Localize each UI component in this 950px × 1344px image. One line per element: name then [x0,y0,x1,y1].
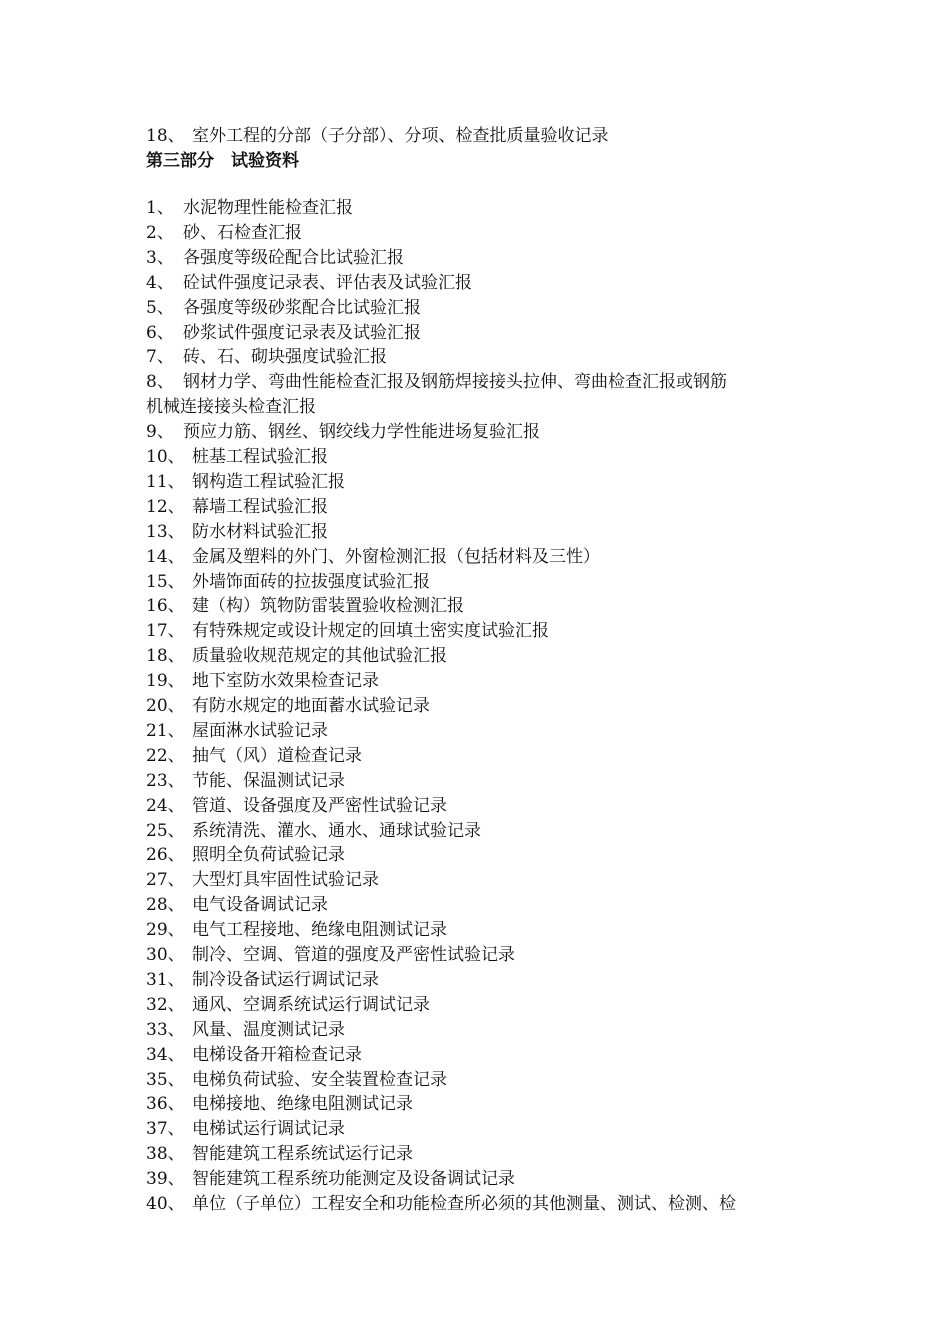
list-item-number: 6、 [146,322,174,343]
list-item-text: 大型灯具牢固性试验记录 [192,870,379,891]
list-item-number: 29、 [146,920,185,941]
list-item-number: 19、 [146,671,185,692]
list-item-text: 钢材力学、弯曲性能检查汇报及钢筋焊接接头拉伸、弯曲检查汇报或钢筋 [183,372,727,393]
list-item-number: 20、 [146,696,185,716]
list-item-number: 18、 [146,646,185,667]
list-item-number: 24、 [146,795,185,816]
list-item-text: 建（构）筑物防雷装置验收检测汇报 [192,596,464,617]
list-item-text: 砂、石检查汇报 [183,222,302,243]
list-item-number: 17、 [146,621,185,642]
list-item [146,321,826,346]
list-item [146,1043,826,1068]
list-item [146,1018,826,1043]
list-item [146,744,826,769]
list-item-number: 1、 [146,198,174,218]
list-item [146,445,826,470]
list-item-text: 砖、石、砌块强度试验汇报 [183,347,387,368]
list-item-number: 26、 [146,845,185,866]
list-item [146,221,826,246]
intro-line [146,124,826,149]
list-item-number: 36、 [146,1094,185,1115]
list-item-text: 防水材料试验汇报 [192,521,328,542]
list-item-text: 钢构造工程试验汇报 [192,471,345,492]
list-item-text: 外墙饰面砖的拉拔强度试验汇报 [192,571,430,592]
list-item [146,843,826,868]
list-item-number: 22、 [146,745,185,766]
list-item-number: 28、 [146,895,185,916]
list-item-number: 33、 [146,1019,185,1040]
list-item-number: 5、 [146,297,174,318]
list-item-text: 水泥物理性能检查汇报 [183,198,353,218]
list-item-text: 抽气（风）道检查记录 [192,745,362,766]
list-item-text: 屋面淋水试验记录 [192,720,328,741]
list-item-text: 照明全负荷试验记录 [192,845,345,866]
list-item-number: 35、 [146,1069,185,1090]
list-item [146,296,826,321]
list-item-number: 14、 [146,546,185,567]
list-item-text: 地下室防水效果检查记录 [192,671,379,692]
list-item-text: 电梯设备开箱检查记录 [192,1044,362,1065]
list-item [146,893,826,918]
list-item-number: 13、 [146,521,185,542]
list-item-number: 38、 [146,1144,185,1165]
list-item [146,495,826,520]
list-item [146,644,826,669]
list-item-number: 4、 [146,272,174,293]
list-item [146,271,826,296]
list-item-text: 制冷设备试运行调试记录 [192,969,379,990]
list-item [146,794,826,819]
list-item-text: 砼试件强度记录表、评估表及试验汇报 [183,272,472,293]
list-item-continuation: 机械连接接头检查汇报 [146,397,316,418]
list-item [146,719,826,744]
list-item-text: 预应力筋、钢丝、钢绞线力学性能进场复验汇报 [183,422,540,443]
list-item [146,1167,826,1192]
list-item [146,470,826,495]
list-item [146,1192,826,1217]
list-item-text: 智能建筑工程系统试运行记录 [192,1144,413,1165]
list-item-number: 25、 [146,820,185,841]
list-item-number: 11、 [146,471,185,492]
list-item-text: 有特殊规定或设计规定的回填土密实度试验汇报 [192,621,549,642]
list-item [146,868,826,893]
list-item-number: 16、 [146,596,185,617]
list-item-number: 10、 [146,447,185,467]
list-item-text: 有防水规定的地面蓄水试验记录 [192,696,430,716]
list-item-number: 40、 [146,1194,185,1214]
list-item-text: 电梯负荷试验、安全装置检查记录 [192,1069,447,1090]
list-item-text: 桩基工程试验汇报 [192,447,328,467]
list-item-text: 金属及塑料的外门、外窗检测汇报（包括材料及三性） [192,546,600,567]
list-item-number: 39、 [146,1169,185,1190]
list-item-text: 系统清洗、灌水、通水、通球试验记录 [192,820,481,841]
list-item-number: 27、 [146,870,185,891]
list-item-number: 37、 [146,1119,185,1140]
list-item [146,1117,826,1142]
list-item [146,1068,826,1093]
list-item [146,594,826,619]
list-item-text: 管道、设备强度及严密性试验记录 [192,795,447,816]
list-item-text: 幕墙工程试验汇报 [192,496,328,517]
list-item [146,769,826,794]
list-item-text: 制冷、空调、管道的强度及严密性试验记录 [192,945,515,965]
list-item [146,1142,826,1167]
list-item-text: 电气设备调试记录 [192,895,328,916]
list-item-number: 9、 [146,422,174,443]
list-item-text: 通风、空调系统试运行调试记录 [192,994,430,1015]
list-item-number: 7、 [146,347,174,368]
list-item-text: 智能建筑工程系统功能测定及设备调试记录 [192,1169,515,1190]
intro-line-number: 18、 [146,126,185,146]
list-item-text: 电梯试运行调试记录 [192,1119,345,1140]
list-item-number: 21、 [146,720,185,741]
list-item [146,520,826,545]
list-item-number: 15、 [146,571,185,592]
list-item [146,196,826,221]
list-item [146,420,826,445]
list-item-text: 电气工程接地、绝缘电阻测试记录 [192,920,447,941]
intro-line-text: 室外工程的分部（子分部）、分项、检查批质量验收记录 [192,126,609,146]
list-item-number: 32、 [146,994,185,1015]
section-title: 第三部分 试验资料 [146,151,299,171]
list-item-text: 各强度等级砼配合比试验汇报 [183,247,404,268]
list-item [146,993,826,1018]
list-item-number: 34、 [146,1044,185,1065]
list-item-number: 2、 [146,222,174,243]
list-item [146,694,826,719]
list-item-text: 电梯接地、绝缘电阻测试记录 [192,1094,413,1115]
list-item-text: 单位（子单位）工程安全和功能检查所必须的其他测量、测试、检测、检 [192,1194,736,1214]
list-item-text: 各强度等级砂浆配合比试验汇报 [183,297,421,318]
list-item [146,345,826,370]
list-item-number: 23、 [146,770,185,791]
list-item-text: 砂浆试件强度记录表及试验汇报 [183,322,421,343]
list-item-number: 8、 [146,372,174,393]
list-item [146,1092,826,1117]
list-item-number: 30、 [146,945,185,965]
list-item-text: 节能、保温测试记录 [192,770,345,791]
list-item [146,918,826,943]
list-item [146,370,826,395]
list-item [146,943,826,968]
list-item [146,619,826,644]
list-item [146,545,826,570]
list-item [146,246,826,271]
list-item [146,669,826,694]
list-item [146,819,826,844]
list-item-text: 质量验收规范规定的其他试验汇报 [192,646,447,667]
list-item [146,570,826,595]
list-item-number: 3、 [146,247,174,268]
list-item [146,968,826,993]
list-item-text: 风量、温度测试记录 [192,1019,345,1040]
list-item-number: 12、 [146,496,185,517]
list-item-number: 31、 [146,969,185,990]
